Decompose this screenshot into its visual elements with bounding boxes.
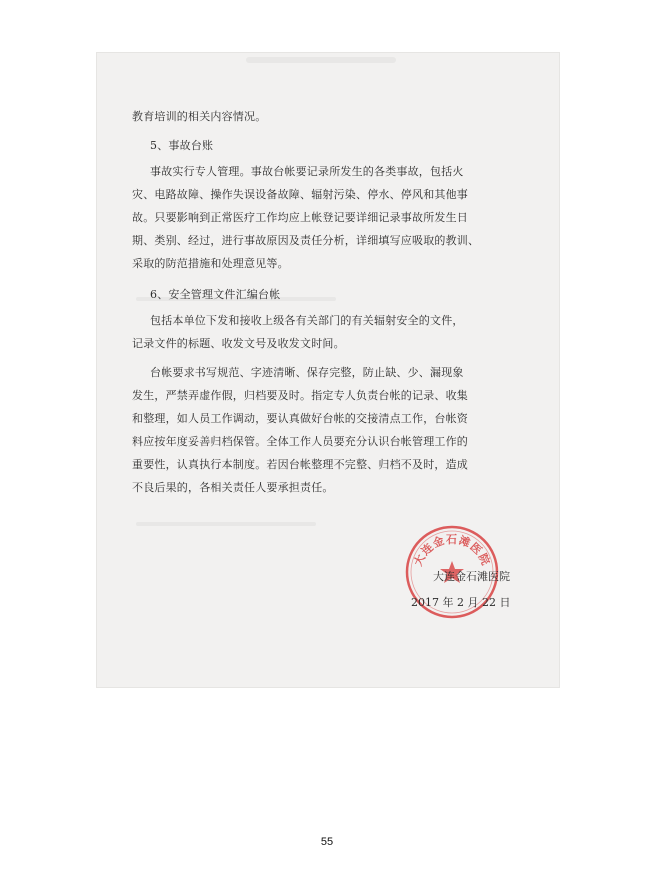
signature-organization: 大连金石滩医院: [433, 570, 510, 583]
text-line: 和整理，如人员工作调动，要认真做好台帐的交接清点工作，台帐资: [132, 412, 468, 425]
scan-artifact: [136, 297, 336, 301]
section-heading-5: 5、事故台账: [150, 139, 214, 152]
svg-text:大连金石滩医院: 大连金石滩医院: [411, 533, 493, 568]
text-line: 采取的防范措施和处理意见等。: [132, 257, 289, 270]
scan-artifact: [136, 522, 316, 526]
text-line: 事故实行专人管理。事故台帐要记录所发生的各类事故，包括火: [150, 165, 464, 178]
text-line: 灾、电路故障、操作失误设备故障、辐射污染、停水、停风和其他事: [132, 188, 468, 201]
text-line: 重要性，认真执行本制度。若因台帐整理不完整、归档不及时，造成: [132, 458, 468, 471]
signature-date: 2017 年 2 月 22 日: [411, 596, 511, 609]
page-number: 55: [320, 836, 334, 848]
text-line: 料应按年度妥善归档保管。全体工作人员要充分认识台帐管理工作的: [132, 435, 468, 448]
text-line: 发生，严禁弄虚作假，归档要及时。指定专人负责台帐的记录、收集: [132, 389, 468, 402]
text-line: 期、类别、经过，进行事故原因及责任分析，详细填写应吸取的教训、: [132, 234, 480, 247]
scan-artifact: [246, 57, 396, 63]
text-line: 台帐要求书写规范、字迹清晰、保存完整，防止缺、少、漏现象: [150, 366, 464, 379]
text-line: 教育培训的相关内容情况。: [132, 110, 267, 123]
text-line: 故。只要影响到正常医疗工作均应上帐登记要详细记录事故所发生日: [132, 211, 468, 224]
text-line: 不良后果的，各相关责任人要承担责任。: [132, 481, 334, 494]
text-line: 记录文件的标题、收发文号及收发文时间。: [132, 337, 345, 350]
section-heading-6: 6、安全管理文件汇编台帐: [150, 288, 281, 301]
text-line: 包括本单位下发和接收上级各有关部门的有关辐射安全的文件，: [150, 314, 464, 327]
